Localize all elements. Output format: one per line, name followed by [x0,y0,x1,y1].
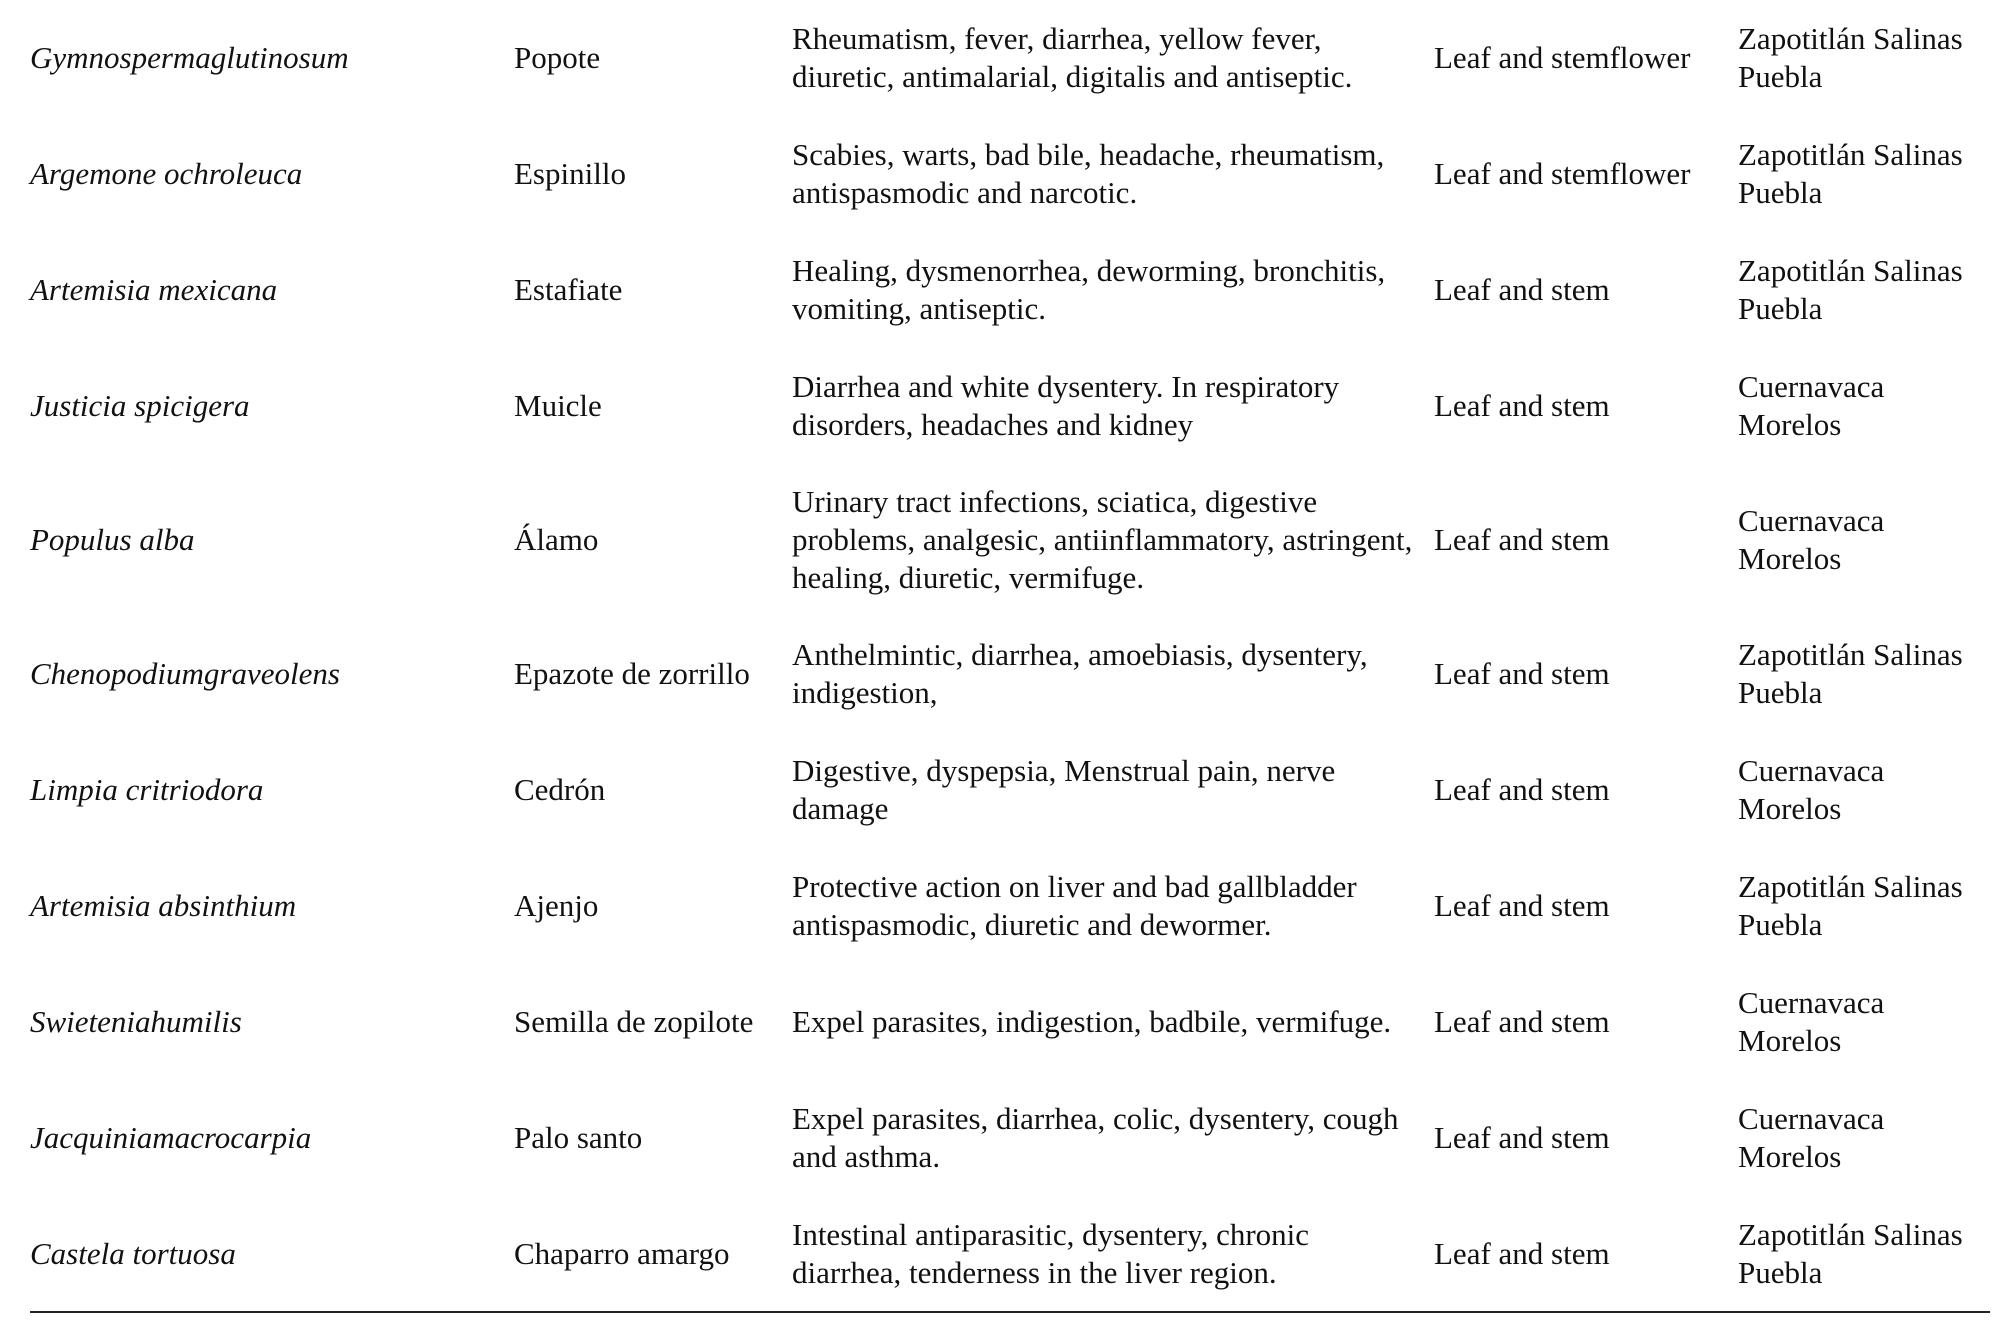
common-name-cell: Popote [514,40,601,75]
location-cell: Cuernavaca Morelos [1738,985,1885,1058]
species-cell: Jacquiniamacrocarpia [30,1120,312,1155]
uses-cell: Expel parasites, diarrhea, colic, dysentery, cough and asthma. [792,1101,1399,1174]
plant-part-cell: Leaf and stem [1434,1004,1610,1039]
location-cell: Cuernavaca Morelos [1738,753,1885,826]
common-name-cell: Semilla de zopilote [514,1004,754,1039]
plant-part-cell: Leaf and stem [1434,1120,1610,1155]
plant-part-cell: Leaf and stem [1434,656,1610,691]
uses-cell: Healing, dysmenorrhea, deworming, bronchitis, vomiting, antiseptic. [792,253,1386,326]
uses-cell: Anthelmintic, diarrhea, amoebiasis, dysentery, indigestion, [792,637,1368,710]
species-cell: Swieteniahumilis [30,1004,242,1039]
plant-part-cell: Leaf and stem [1434,772,1610,807]
plant-part-cell: Leaf and stem [1434,1236,1610,1271]
species-cell: Artemisia absinthium [30,888,297,923]
location-cell: Cuernavaca Morelos [1738,503,1885,576]
uses-cell: Expel parasites, indigestion, badbile, vermifuge. [792,1004,1392,1039]
species-cell: Justicia spicigera [30,388,250,423]
table-row [30,0,1990,116]
species-cell: Artemisia mexicana [30,272,278,307]
uses-cell: Protective action on liver and bad gallbladder antispasmodic, diuretic and dewormer. [792,869,1357,942]
location-cell: Zapotitlán Salinas Puebla [1738,137,1963,210]
common-name-cell: Espinillo [514,156,626,191]
location-cell: Zapotitlán Salinas Puebla [1738,637,1963,710]
common-name-cell: Ajenjo [514,888,599,923]
table-row [30,348,1990,464]
location-cell: Cuernavaca Morelos [1738,369,1885,442]
uses-cell: Urinary tract infections, sciatica, digestive problems, analgesic, antiinflammatory, astringent, healing, diuretic, vermifuge. [792,484,1413,595]
table-row [30,464,1990,616]
uses-cell: Rheumatism, fever, diarrhea, yellow fever, diuretic, antimalarial, digitalis and antiseptic. [792,21,1353,94]
uses-cell: Scabies, warts, bad bile, headache, rheumatism, antispasmodic and narcotic. [792,137,1385,210]
uses-cell: Digestive, dyspepsia, Menstrual pain, nerve damage [792,753,1336,826]
table-row [30,848,1990,964]
location-cell: Zapotitlán Salinas Puebla [1738,869,1963,942]
table-row [30,116,1990,232]
species-cell: Gymnospermaglutinosum [30,40,349,75]
species-cell: Limpia critriodora [30,772,264,807]
plant-part-cell: Leaf and stem [1434,522,1610,557]
table-row [30,232,1990,348]
plant-table-container [30,0,1990,1312]
table-bottom-rule [30,1311,1990,1313]
species-cell: Populus alba [30,522,195,557]
uses-cell: Intestinal antiparasitic, dysentery, chronic diarrhea, tenderness in the liver region. [792,1217,1310,1290]
common-name-cell: Palo santo [514,1120,643,1155]
plant-part-cell: Leaf and stem [1434,272,1610,307]
species-cell: Argemone ochroleuca [30,156,303,191]
common-name-cell: Cedrón [514,772,606,807]
location-cell: Cuernavaca Morelos [1738,1101,1885,1174]
common-name-cell: Muicle [514,388,602,423]
common-name-cell: Álamo [514,522,599,557]
plant-part-cell: Leaf and stem [1434,388,1610,423]
table-row [30,732,1990,848]
species-cell: Chenopodiumgraveolens [30,656,340,691]
plant-part-cell: Leaf and stemflower [1434,40,1691,75]
uses-cell: Diarrhea and white dysentery. In respiratory disorders, headaches and kidney [792,369,1340,442]
location-cell: Zapotitlán Salinas Puebla [1738,21,1963,94]
location-cell: Zapotitlán Salinas Puebla [1738,253,1963,326]
common-name-cell: Estafiate [514,272,623,307]
table-row [30,616,1990,732]
species-cell: Castela tortuosa [30,1236,236,1271]
table-row [30,964,1990,1080]
common-name-cell: Epazote de zorrillo [514,656,750,691]
table-row [30,1196,1990,1312]
medicinal-plants-table [30,0,1990,1312]
location-cell: Zapotitlán Salinas Puebla [1738,1217,1963,1290]
table-row [30,1080,1990,1196]
common-name-cell: Chaparro amargo [514,1236,730,1271]
plant-part-cell: Leaf and stem [1434,888,1610,923]
plant-part-cell: Leaf and stemflower [1434,156,1691,191]
